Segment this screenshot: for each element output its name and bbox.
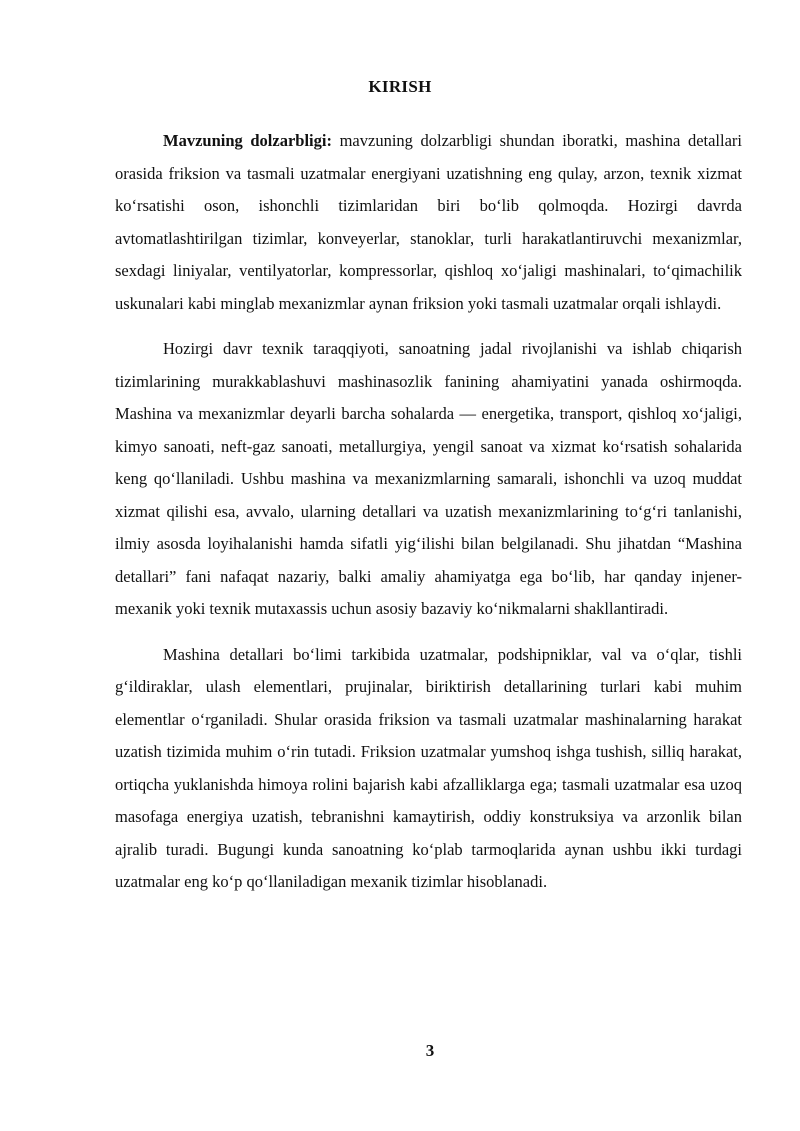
section-title: KIRISH	[368, 77, 432, 96]
body-text	[115, 125, 742, 912]
paragraph-text: mavzuning dolzarbligi shundan iboratki, mashina detallari orasida friksion va tasmali uzatmalar energiyani uzatishning eng qulay, arzon, texnik xizmat koʻrsatishi oson, ishonchli tizimlaridan biri boʻlib qolmoqda. Hozirgi davrda avtomatlashtirilgan tizimlar, konveyerlar, stanoklar, turli harakatlantiruvchi mexanizmlar, sexdagi liniyalar, ventilyatorlar, kompressorlar, qishloq xoʻjaligi mashinalari, toʻqimachilik uskunalari kabi minglab mexanizmlar aynan friksion yoki tasmali uzatmalar orqali ishlaydi.	[115, 131, 742, 313]
paragraph-lead: Mavzuning dolzarbligi:	[163, 131, 332, 150]
paragraph-machine-details	[115, 639, 742, 899]
paragraph-text: Mashina detallari boʻlimi tarkibida uzatmalar, podshipniklar, val va oʻqlar, tishli gʻildiraklar, ulash elementlari, prujinalar, biriktirish detallarining turlari kabi muhim elementlar oʻrganiladi. Shular orasida friksion va tasmali uzatmalar mashinalarning harakat uzatish tizimida muhim oʻrin tutadi. Friksion uzatmalar yumshoq ishga tushish, silliq harakat, ortiqcha yuklanishda himoya rolini bajarish kabi afzalliklarga ega; tasmali uzatmalar esa uzoq masofaga energiya uzatish, tebranishni kamaytirish, oddiy konstruksiya va arzonlik bilan ajralib turadi. Bugungi kunda sanoatning koʻplab tarmoqlarida aynan ushbu ikki turdagi uzatmalar eng koʻp qoʻllaniladigan mexanik tizimlar hisoblanadi.	[115, 644, 742, 891]
page-number: 3	[425, 1041, 435, 1060]
paragraph-relevance	[115, 125, 742, 320]
paragraph-technical-progress	[115, 333, 742, 626]
paragraph-text: Hozirgi davr texnik taraqqiyoti, sanoatning jadal rivojlanishi va ishlab chiqarish tizimlarining murakkablashuvi mashinasozlik fanining ahamiyatini yanada oshirmoqda. Mashina va mexanizmlar deyarli barcha sohalarda — energetika, transport, qishloq xoʻjaligi, kimyo sanoati, neft-gaz sanoati, metallurgiya, yengil sanoat va xizmat koʻrsatish sohalarida keng qoʻllaniladi. Ushbu mashina va mexanizmlarning samarali, ishonchli va uzoq muddat xizmat qilishi esa, avvalo, ularning detallari va uzatish mexanizmlarining toʻgʻri tanlanishi, ilmiy asosda loyihalanishi hamda sifatli yigʻilishi bilan belgilanadi. Shu jihatdan “Mashina detallari” fani nafaqat nazariy, balki amaliy ahamiyatga ega boʻlib, har qanday injener-mexanik yoki texnik mutaxassis uchun asosiy bazaviy koʻnikmalarni shakllantiradi.	[115, 339, 742, 618]
